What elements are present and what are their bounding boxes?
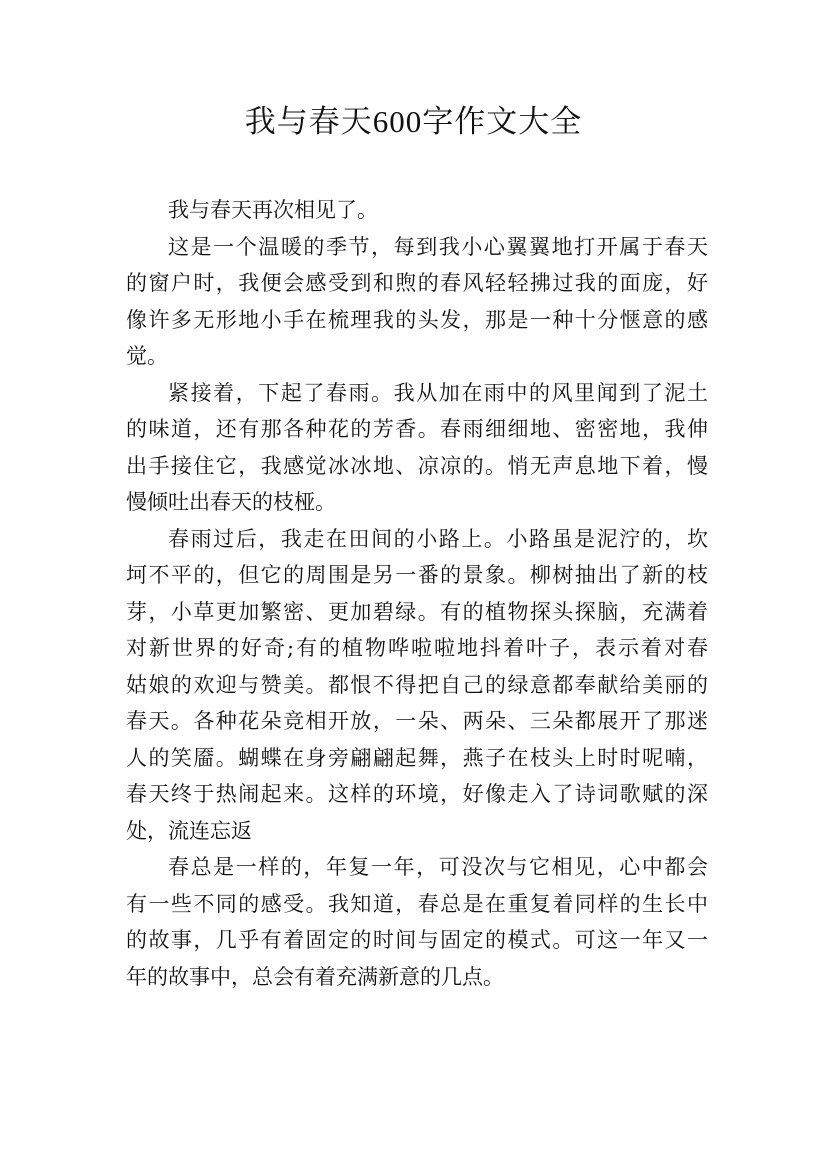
paragraph-line: 对新世界的好奇;有的植物哗啦啦地抖着叶子，表示着对春 — [126, 636, 708, 660]
paragraph-5 — [126, 849, 708, 995]
paragraph-line: 处，流连忘返 — [126, 818, 252, 843]
paragraph-line: 觉。 — [126, 344, 168, 368]
paragraph-2 — [126, 229, 708, 375]
paragraph-3 — [126, 375, 708, 521]
paragraph-1 — [126, 192, 708, 229]
paragraph-line: 春天。各种花朵竞相开放，一朵、两朵、三朵都展开了那迷 — [126, 709, 708, 733]
paragraph-line: 慢倾吐出春天的枝桠。 — [126, 490, 336, 514]
paragraph-line: 春总是一样的，年复一年，可没次与它相见，心中都会 — [168, 855, 708, 879]
paragraph-line: 出手接住它，我感觉冰冰地、凉凉的。悄无声息地下着，慢 — [126, 453, 708, 478]
paragraph-line: 姑娘的欢迎与赞美。都恨不得把自己的绿意都奉献给美丽的 — [126, 672, 708, 697]
paragraph-4 — [126, 521, 708, 850]
paragraph-line: 像许多无形地小手在梳理我的头发，那是一种十分惬意的感 — [126, 307, 708, 332]
paragraph-line: 坷不平的，但它的周围是另一番的景象。柳树抽出了新的枝 — [126, 563, 708, 587]
paragraph-line: 这是一个温暖的季节，每到我小心翼翼地打开属于春天 — [168, 234, 708, 259]
document-title: 我与春天600字作文大全 — [244, 104, 583, 139]
paragraph-line: 芽，小草更加繁密、更加碧绿。有的植物探头探脑，充满着 — [126, 599, 708, 624]
paragraph-line: 年的故事中，总会有着充满新意的几点。 — [126, 964, 504, 989]
document-body — [126, 192, 708, 995]
paragraph-line: 紧接着，下起了春雨。我从加在雨中的风里闻到了泥土 — [168, 380, 708, 405]
paragraph-line: 的故事，几乎有着固定的时间与固定的模式。可这一年又一 — [126, 928, 708, 952]
paragraph-line: 春天终于热闹起来。这样的环境，好像走入了诗词歌赋的深 — [126, 782, 708, 806]
paragraph-line: 春雨过后，我走在田间的小路上。小路虽是泥泞的，坎 — [168, 526, 708, 551]
paragraph-line: 人的笑靥。蝴蝶在身旁翩翩起舞，燕子在枝头上时时呢喃， — [126, 745, 708, 770]
paragraph-line: 的窗户时，我便会感受到和煦的春风轻轻拂过我的面庞，好 — [126, 271, 708, 295]
paragraph-line: 的味道，还有那各种花的芳香。春雨细细地、密密地，我伸 — [126, 417, 708, 441]
paragraph-line: 有一些不同的感受。我知道，春总是在重复着同样的生长中 — [126, 891, 708, 916]
paragraph-line: 我与春天再次相见了。 — [168, 198, 378, 222]
